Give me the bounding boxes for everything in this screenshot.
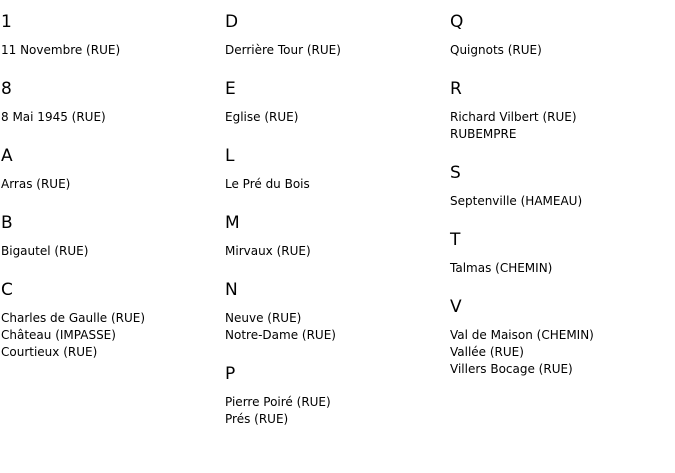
index-letter: M <box>225 213 240 233</box>
index-letter: 8 <box>1 79 12 99</box>
letter-group-m <box>225 213 445 260</box>
street-list <box>225 243 445 260</box>
index-letter: Q <box>450 12 464 32</box>
street-list <box>450 109 674 143</box>
street-list <box>1 310 221 361</box>
street-link[interactable]: Quignots (RUE) <box>450 43 542 57</box>
street-list <box>225 42 445 59</box>
letter-group-e <box>225 79 445 126</box>
street-link[interactable]: Château (IMPASSE) <box>1 328 116 342</box>
index-letter: P <box>225 364 236 384</box>
street-index-column-2 <box>225 0 445 428</box>
street-list <box>450 193 674 210</box>
street-link[interactable]: Val de Maison (CHEMIN) <box>450 328 594 342</box>
index-letter: A <box>1 146 13 166</box>
street-link[interactable]: 11 Novembre (RUE) <box>1 43 121 57</box>
index-letter: B <box>1 213 13 233</box>
index-letter: V <box>450 297 462 317</box>
letter-group-a <box>1 146 221 193</box>
index-letter: S <box>450 163 461 183</box>
letter-group-p <box>225 364 445 428</box>
street-list <box>450 327 674 378</box>
index-letter: N <box>225 280 238 300</box>
index-letter: 1 <box>1 12 12 32</box>
street-index-column-1 <box>1 0 221 361</box>
street-link[interactable]: Charles de Gaulle (RUE) <box>1 311 146 325</box>
street-list <box>225 310 445 344</box>
letter-group-l <box>225 146 445 193</box>
street-link[interactable]: Bigautel (RUE) <box>1 244 89 258</box>
street-list <box>225 176 445 193</box>
street-link[interactable]: 8 Mai 1945 (RUE) <box>1 110 106 124</box>
index-letter: D <box>225 12 239 32</box>
letter-group-s <box>450 163 674 210</box>
letter-group-t <box>450 230 674 277</box>
letter-group-b <box>1 213 221 260</box>
street-link[interactable]: Eglise (RUE) <box>225 110 299 124</box>
street-link[interactable]: Talmas (CHEMIN) <box>450 261 553 275</box>
street-list <box>450 260 674 277</box>
letter-group-q <box>450 12 674 59</box>
street-list <box>1 109 221 126</box>
street-link[interactable]: Notre-Dame (RUE) <box>225 328 336 342</box>
street-list <box>450 42 674 59</box>
street-link[interactable]: Vallée (RUE) <box>450 345 524 359</box>
street-link[interactable]: Villers Bocage (RUE) <box>450 362 573 376</box>
letter-group-8 <box>1 79 221 126</box>
index-letter: R <box>450 79 462 99</box>
index-letter: T <box>450 230 461 250</box>
street-link[interactable]: Courtieux (RUE) <box>1 345 98 359</box>
street-list <box>225 109 445 126</box>
index-letter: E <box>225 79 236 99</box>
street-link[interactable]: Pierre Poiré (RUE) <box>225 395 331 409</box>
street-list <box>1 176 221 193</box>
street-link[interactable]: RUBEMPRE <box>450 127 517 141</box>
street-list <box>225 394 445 428</box>
street-link[interactable]: Derrière Tour (RUE) <box>225 43 341 57</box>
street-link[interactable]: Mirvaux (RUE) <box>225 244 311 258</box>
street-index-column-3 <box>450 0 674 378</box>
street-link[interactable]: Arras (RUE) <box>1 177 71 191</box>
street-link[interactable]: Neuve (RUE) <box>225 311 302 325</box>
index-letter: C <box>1 280 13 300</box>
letter-group-c <box>1 280 221 361</box>
letter-group-n <box>225 280 445 344</box>
street-link[interactable]: Prés (RUE) <box>225 412 289 426</box>
street-link[interactable]: Le Pré du Bois <box>225 177 310 191</box>
street-list <box>1 42 221 59</box>
street-link[interactable]: Richard Vilbert (RUE) <box>450 110 577 124</box>
letter-group-d <box>225 12 445 59</box>
street-link[interactable]: Septenville (HAMEAU) <box>450 194 583 208</box>
street-list <box>1 243 221 260</box>
letter-group-1 <box>1 12 221 59</box>
letter-group-r <box>450 79 674 143</box>
letter-group-v <box>450 297 674 378</box>
index-letter: L <box>225 146 235 166</box>
